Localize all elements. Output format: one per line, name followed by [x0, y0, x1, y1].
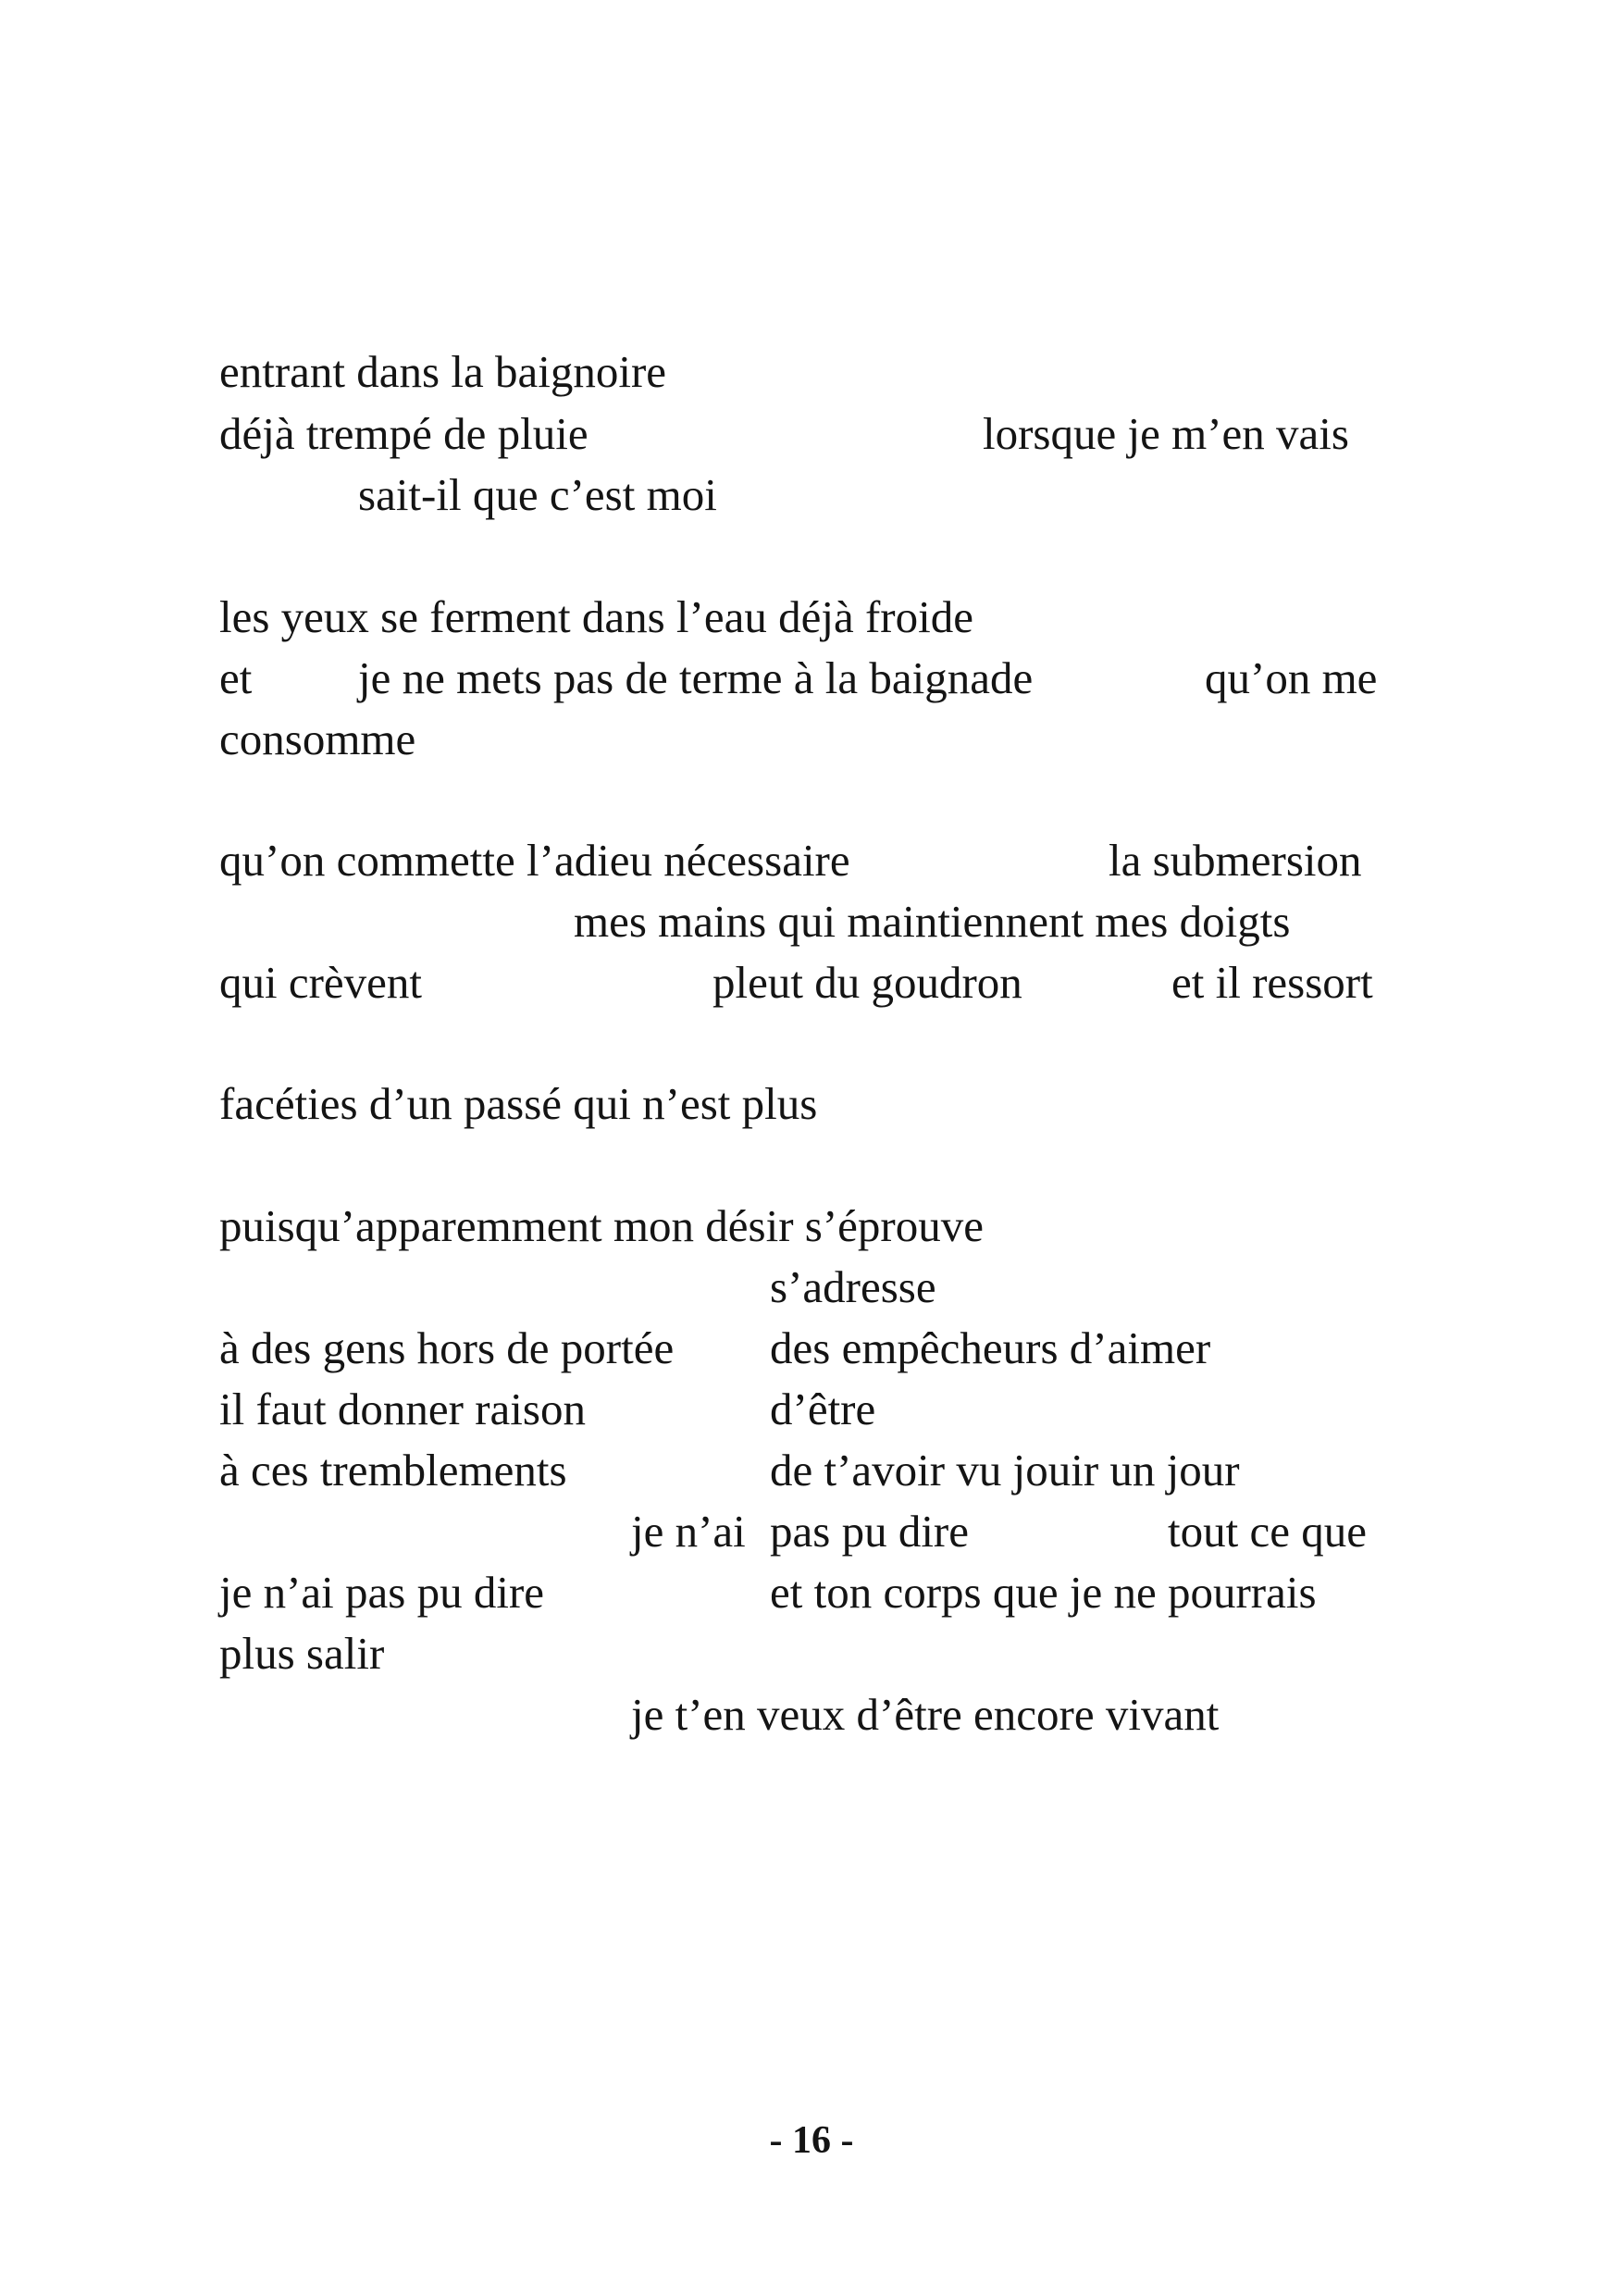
poem-fragment: déjà trempé de pluie — [219, 408, 588, 459]
poem-fragment: des empêcheurs d’aimer — [770, 1322, 1211, 1373]
poem-fragment: tout ce que — [1168, 1506, 1367, 1557]
poem-fragment: les yeux se ferment dans l’eau déjà froide — [219, 591, 973, 642]
poem-fragment: de t’avoir vu jouir un jour — [770, 1445, 1240, 1496]
poem-fragment: il faut donner raison — [219, 1384, 586, 1434]
poem-fragment: et il ressort — [1171, 957, 1373, 1008]
poem-fragment: plus salir — [219, 1628, 385, 1679]
poem-fragment: d’être — [770, 1384, 876, 1434]
poem-fragment: à ces tremblements — [219, 1445, 567, 1496]
poem-fragment: je n’ai — [631, 1506, 746, 1557]
poem-fragment: et ton corps que je ne pourrais — [770, 1567, 1317, 1618]
poem-fragment: puisqu’apparemment mon désir s’éprouve — [219, 1200, 984, 1251]
poem-fragment: consomme — [219, 714, 416, 764]
poem-fragment: qu’on me — [1205, 652, 1378, 703]
poem-fragment: la submersion — [1109, 835, 1362, 886]
poem-fragment: je ne mets pas de terme à la baignade — [358, 652, 1034, 703]
poem-fragment: qu’on commette l’adieu nécessaire — [219, 835, 850, 886]
poem-fragment: je t’en veux d’être encore vivant — [631, 1689, 1220, 1740]
poem-fragment: pas pu dire — [770, 1506, 969, 1557]
page-number: - 16 - — [769, 2119, 854, 2162]
poem-fragment: lorsque je m’en vais — [983, 408, 1349, 459]
poem-fragment: s’adresse — [770, 1261, 936, 1312]
poem-fragment: sait-il que c’est moi — [358, 469, 717, 520]
poem-fragment: pleut du goudron — [712, 957, 1022, 1008]
poem-fragment: mes mains qui maintiennent mes doigts — [574, 896, 1291, 947]
poem-fragment: à des gens hors de portée — [219, 1322, 675, 1373]
poem-fragment: et — [219, 652, 253, 703]
poem-fragment: entrant dans la baignoire — [219, 346, 667, 397]
poem-fragment: facéties d’un passé qui n’est plus — [219, 1078, 818, 1129]
poem-fragment: je n’ai pas pu dire — [219, 1567, 545, 1618]
poem-fragment: qui crèvent — [219, 957, 423, 1008]
